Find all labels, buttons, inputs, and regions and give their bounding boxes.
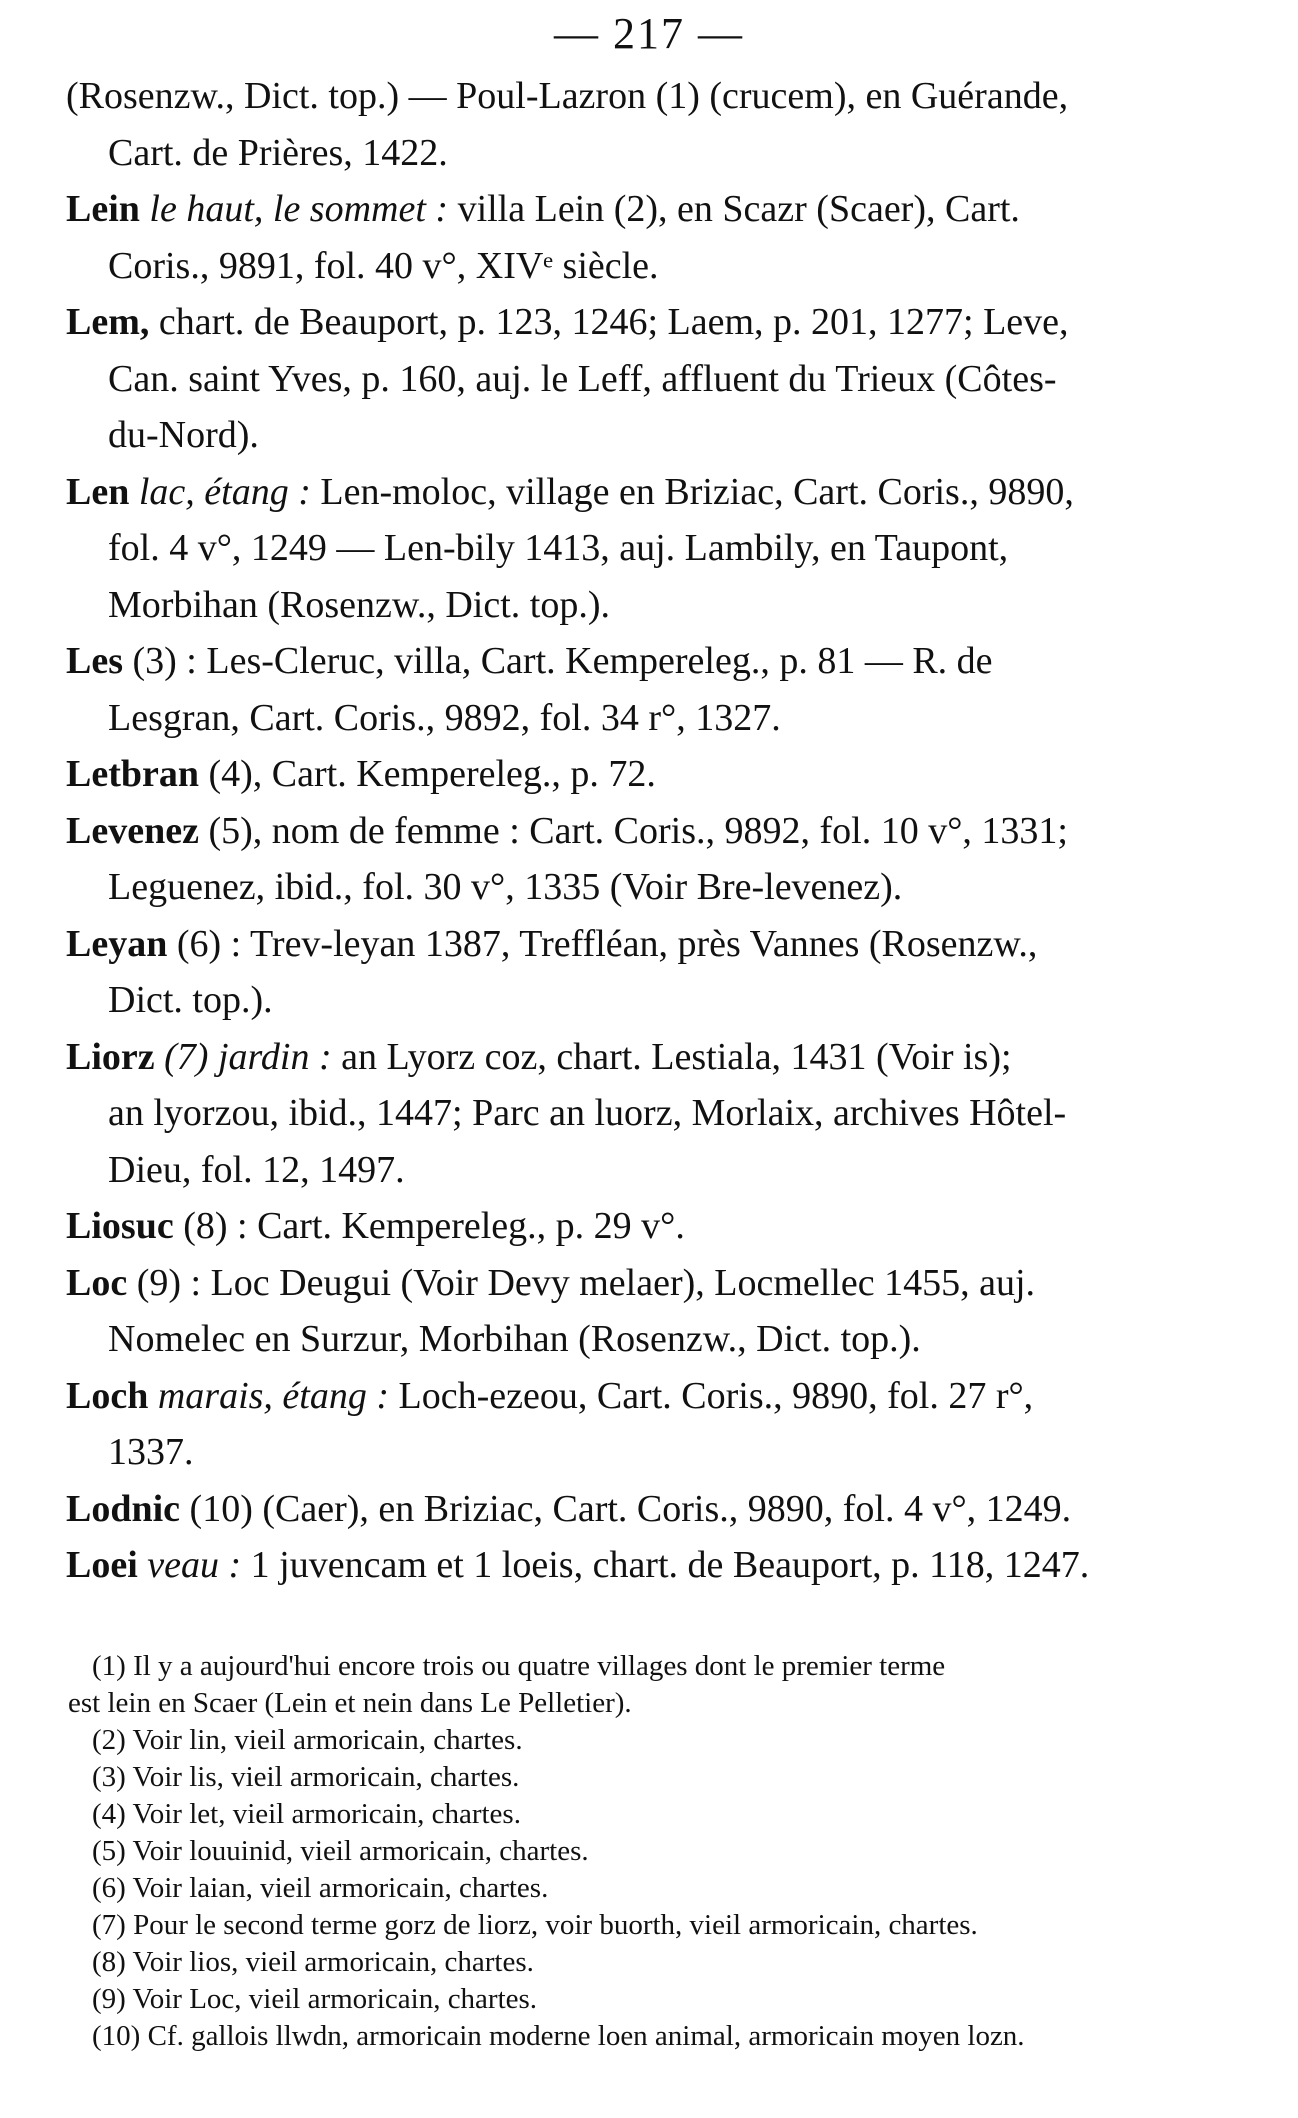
entry-text: (6) : Trev-leyan 1387, Treffléan, près Vannes (Rosenzw., [176,922,1038,965]
dictionary-entry [66,464,1252,634]
entry-line [66,972,1252,1029]
entry-definition: marais, étang : [157,1374,390,1417]
entry-line [66,1255,1252,1312]
footnotes [68,1648,1254,2055]
dictionary-entry [66,803,1252,916]
entry-headword: Letbran [66,753,199,795]
entry-line [66,351,1252,408]
entry-text: Nomelec en Surzur, Morbihan (Rosenzw., Dict. top.). [108,1318,921,1360]
entry-text: Loch-ezeou, Cart. Coris., 9890, fol. 27 r°, [398,1374,1034,1417]
entry-headword: Lodnic [66,1487,181,1530]
entry-headword: Loei [66,1544,138,1586]
dictionary-entry [66,916,1252,1029]
entry-text: fol. 4 v°, 1249 — Len-bily 1413, auj. Lambily, en Taupont, [108,527,1009,569]
footnote-line: (1) Il y a aujourd'hui encore trois ou quatre villages dont le premier terme [92,1650,946,1682]
dictionary-entry [66,1537,1252,1594]
entry-line [66,577,1252,634]
entry-line [66,746,1252,803]
entry-line [66,520,1252,577]
footnote-line: (7) Pour le second terme gorz de liorz, voir buorth, vieil armoricain, chartes. [92,1909,978,1941]
dictionary-entry [66,68,1252,181]
footnote-line: (4) Voir let, vieil armoricain, chartes. [92,1798,521,1830]
entry-line [66,238,1252,295]
entry-text: Dieu, fol. 12, 1497. [108,1148,405,1191]
entry-line [66,803,1252,860]
entry-line [66,464,1252,521]
entry-line [66,1198,1252,1255]
dictionary-entry [66,1481,1252,1538]
entry-text: (Rosenzw., Dict. top.) — Poul-Lazron (1) (crucem), en Guérande, [66,75,1069,117]
entry-headword: Lem, [66,301,150,343]
entry-text: 1 juvencam et 1 loeis, chart. de Beauport, p. 118, 1247. [250,1544,1090,1586]
entry-definition: lac, étang : [138,470,311,513]
entry-headword: Loc [66,1261,128,1304]
footnote-line: est lein en Scaer (Lein et nein dans Le Pelletier). [68,1687,632,1719]
entry-text: (4), Cart. Kempereleg., p. 72. [208,753,656,795]
entry-definition: (7) jardin : [164,1035,332,1078]
entry-text: (10) (Caer), en Briziac, Cart. Coris., 9890, fol. 4 v°, 1249. [189,1487,1072,1530]
entry-line [66,916,1252,973]
entry-text: Coris., 9891, fol. 40 v°, XIVᵉ siècle. [108,244,659,287]
entry-text: 1337. [108,1431,194,1473]
entry-text: Morbihan (Rosenzw., Dict. top.). [108,583,610,626]
footnote-line: (10) Cf. gallois llwdn, armoricain moderne loen animal, armoricain moyen lozn. [92,2020,1025,2052]
entry-line [66,294,1252,351]
page-number: — 217 — [554,9,744,58]
entry-text: villa Lein (2), en Scazr (Scaer), Cart. [457,188,1020,230]
footnote-line: (8) Voir lios, vieil armoricain, chartes. [92,1946,534,1978]
entry-text: Dict. top.). [108,979,273,1021]
entry-line [66,1142,1252,1199]
entry-definition: le haut, le sommet : [149,188,449,230]
entry-line [66,1537,1252,1594]
entry-line [66,859,1252,916]
entry-line [66,1368,1252,1425]
footnote-line: (2) Voir lin, vieil armoricain, chartes. [92,1724,523,1756]
dictionary-entry [66,1255,1252,1368]
entry-text: Leguenez, ibid., fol. 30 v°, 1335 (Voir Bre-levenez). [108,866,903,908]
dictionary-entry [66,746,1252,803]
entry-line [66,1085,1252,1142]
entry-headword: Len [66,470,130,513]
entry-text: (9) : Loc Deugui (Voir Devy melaer), Locmellec 1455, auj. [136,1261,1036,1304]
entry-text: an lyorzou, ibid., 1447; Parc an luorz, Morlaix, archives Hôtel- [108,1092,1067,1134]
dictionary-entry [66,181,1252,294]
dictionary-entry [66,1368,1252,1481]
dictionary-entries [66,68,1252,1594]
entry-line [66,1424,1252,1481]
entry-text: Can. saint Yves, p. 160, auj. le Leff, affluent du Trieux (Côtes- [108,357,1057,400]
footnote-line: (5) Voir louuinid, vieil armoricain, chartes. [92,1835,589,1867]
entry-line [66,68,1252,125]
entry-text: du-Nord). [108,414,259,456]
dictionary-entry [66,294,1252,464]
dictionary-entry [66,633,1252,746]
entry-text: Lesgran, Cart. Coris., 9892, fol. 34 r°, 1327. [108,696,781,739]
dictionary-entry [66,1029,1252,1199]
footnote-line: (9) Voir Loc, vieil armoricain, chartes. [92,1983,538,2015]
entry-line [66,633,1252,690]
entry-line [66,1481,1252,1538]
entry-line [66,1311,1252,1368]
entry-headword: Liorz [66,1035,155,1078]
entry-headword: Les [66,640,123,682]
entry-headword: Levenez [66,809,199,852]
entry-text: an Lyorz coz, chart. Lestiala, 1431 (Voir is); [341,1035,1012,1078]
entry-line [66,690,1252,747]
entry-headword: Loch [66,1374,149,1417]
entry-text: (5), nom de femme : Cart. Coris., 9892, fol. 10 v°, 1331; [208,809,1068,852]
entry-headword: Leyan [66,922,168,965]
entry-line [66,181,1252,238]
entry-line [66,1029,1252,1086]
dictionary-entry [66,1198,1252,1255]
footnote-line: (6) Voir laian, vieil armoricain, chartes. [92,1872,549,1904]
entry-definition: veau : [147,1544,242,1586]
entry-line [66,125,1252,182]
footnote-line: (3) Voir lis, vieil armoricain, chartes. [92,1761,520,1793]
entry-text: (3) : Les-Cleruc, villa, Cart. Kempereleg., p. 81 — R. de [132,640,993,682]
entry-line [66,407,1252,464]
entry-headword: Liosuc [66,1205,174,1247]
entry-text: chart. de Beauport, p. 123, 1246; Laem, p. 201, 1277; Leve, [158,301,1069,343]
entry-text: Cart. de Prières, 1422. [108,131,448,174]
entry-text: Len-moloc, village en Briziac, Cart. Coris., 9890, [320,470,1074,513]
entry-text: (8) : Cart. Kempereleg., p. 29 v°. [183,1205,685,1247]
entry-headword: Lein [66,188,140,230]
